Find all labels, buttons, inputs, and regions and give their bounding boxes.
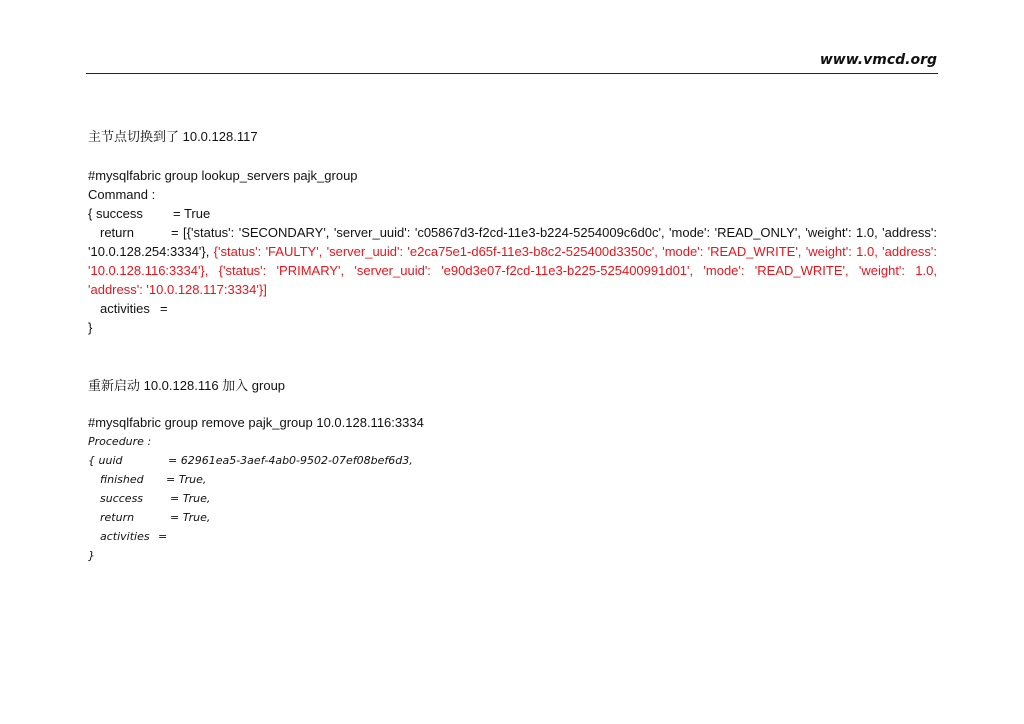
- activities-key: activities: [100, 301, 150, 316]
- command-line: #mysqlfabric group lookup_servers pajk_group: [88, 168, 358, 183]
- success-value: = True: [173, 206, 211, 221]
- return-value-plain: = [{'status': 'SECONDARY', 'server_uuid': 'c05867d3-f2cd-11e3-b224-5254009c6d0c', 'mode': 'READ_ONLY', 'weight': 1.0, 'address': '10.0.128.254:3334'},: [88, 225, 937, 259]
- return-key: return: [100, 511, 135, 524]
- finished-row: [88, 470, 206, 489]
- return-value: = True,: [170, 511, 211, 524]
- success-row: [88, 204, 210, 223]
- finished-value: = True,: [166, 473, 207, 486]
- return-row: [88, 508, 210, 527]
- command-line: #mysqlfabric group remove pajk_group 10.0.128.116:3334: [88, 415, 424, 430]
- success-row: [88, 489, 210, 508]
- success-value: = True,: [170, 492, 211, 505]
- activities-key: activities: [100, 530, 150, 543]
- activities-row: [88, 527, 167, 546]
- uuid-key: { uuid: [88, 454, 123, 467]
- finished-key: finished: [100, 473, 144, 486]
- activities-value: =: [158, 530, 168, 543]
- closing-brace: }: [88, 320, 93, 335]
- procedure-label: Procedure :: [88, 435, 152, 448]
- closing-brace: }: [88, 549, 95, 562]
- uuid-row: [88, 451, 413, 470]
- return-key: return: [100, 225, 134, 240]
- command-label: Command :: [88, 187, 156, 202]
- uuid-value: = 62961ea5-3aef-4ab0-9502-07ef08bef6d3,: [168, 454, 413, 467]
- activities-value: =: [160, 301, 168, 316]
- site-url: www.vmcd.org: [819, 52, 937, 68]
- success-key: success: [100, 492, 144, 505]
- return-row: [88, 223, 937, 299]
- section-heading: 主节点切换到了 10.0.128.117: [88, 129, 258, 144]
- success-key: { success: [88, 206, 143, 221]
- section-heading: 重新启动 10.0.128.116 加入 group: [88, 378, 286, 393]
- return-value-highlight: {'status': 'FAULTY', 'server_uuid': 'e2ca75e1-d65f-11e3-b8c2-525400d3350c', 'mode': 'READ_WRITE', 'weight': 1.0, 'address': '10.0.128.116:3334'}, {'status': 'PRIMARY', 'server_uuid': 'e90d3e07-f2cd-11e3-b225-525400991d01', 'mode': 'READ_WRITE', 'weight': 1.0, 'address': '10.0.128.117:3334'}]: [88, 244, 937, 297]
- header-divider: [86, 73, 938, 74]
- activities-row: [88, 299, 168, 318]
